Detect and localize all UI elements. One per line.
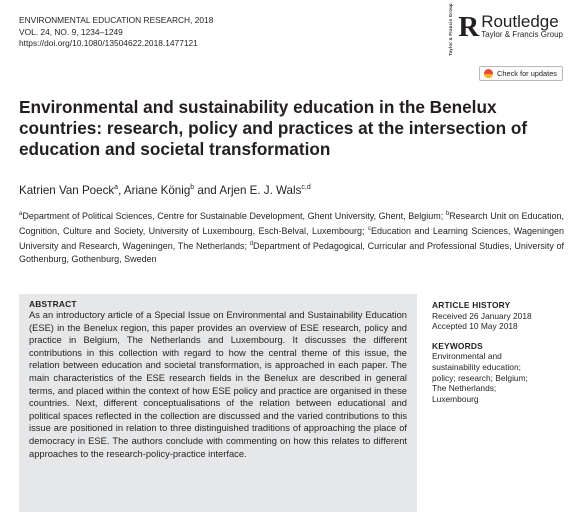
abstract-text: As an introductory article of a Special Issue on Environmental and Sustainability Education (ESE) in the Benelux region, this paper provides an overview of ESE research, policy and practice in Belgium, The Netherlands and Luxembourg. It discusses the different contributions in this collection with regard to how the central theme of this issue, the relation between education and societal transformation, is approached in each paper. The main characteristics of the ESE research fields in the Benelux are described in general terms, and placed within the context of how ESE policy and practice are organised in these countries. Next, different conceptualisations of the relation between educational and political spaces reflected in the collection are discussed and the varied contributions to this issue are positioned in relation to three distinguished traditions of approaching the place of democracy in ESE. The authors conclude with commenting on how this relates to different approaches to the research-policy-practice interface. <box>29 310 407 459</box>
accepted-date: Accepted 10 May 2018 <box>432 321 518 332</box>
journal-name: ENVIRONMENTAL EDUCATION RESEARCH, 2018 <box>19 15 214 25</box>
author-list <box>19 181 311 198</box>
abstract-heading: ABSTRACT <box>29 299 77 309</box>
affiliation-mark: a <box>19 211 23 217</box>
abstract-box <box>19 294 417 512</box>
side-mark-text: Taylor & Francis Group <box>447 2 453 56</box>
affiliation-mark: d <box>249 241 253 247</box>
article-sidebar <box>432 300 566 404</box>
affiliation-text: Education and Learning Sciences, Wageningen University and Research, Wageningen, The Netherlands; <box>19 226 564 251</box>
affiliation-mark: b <box>445 211 450 217</box>
author-name[interactable]: Ariane König <box>123 183 191 197</box>
author-affiliation-mark: c,d <box>301 184 311 191</box>
author-affiliation-mark: b <box>190 184 195 191</box>
affiliations <box>19 208 564 266</box>
publisher-subtitle: Taylor & Francis Group <box>481 30 563 39</box>
affiliation-text: Department of Political Sciences, Centre for Sustainable Development, Ghent University, Ghent, Belgium; <box>22 211 446 221</box>
publisher-logo <box>445 2 563 56</box>
journal-volume: VOL. 24, NO. 9, 1234–1249 <box>19 26 123 37</box>
article-title: Environmental and sustainability education in the Benelux countries: research, policy and practices at the intersection of education and societal transformation <box>19 97 528 159</box>
keyword-line: Environmental and <box>432 351 502 362</box>
author-name[interactable]: Arjen E. J. Wals <box>219 183 302 197</box>
author-separator: , <box>118 183 124 197</box>
publisher-name: Routledge <box>481 12 559 31</box>
affiliation-text: Department of Pedagogical, Curricular and Professional Studies, University of Gothenburg, Gothenburg, Sweden <box>19 241 565 264</box>
publisher-text <box>481 13 563 40</box>
keyword-line: Luxembourg <box>432 393 479 404</box>
affiliation-mark: c <box>367 226 371 232</box>
journal-info <box>19 15 213 50</box>
journal-doi[interactable]: https://doi.org/10.1080/13504622.2018.1477121 <box>19 38 198 48</box>
check-for-updates-label: Check for updates <box>497 69 557 78</box>
keywords-heading: KEYWORDS <box>432 340 483 351</box>
article-history-heading: ARTICLE HISTORY <box>432 300 511 310</box>
author-separator: and <box>194 183 220 197</box>
received-date: Received 26 January 2018 <box>432 310 532 321</box>
taylor-francis-side-mark <box>445 2 455 56</box>
keyword-line: The Netherlands; <box>432 383 497 394</box>
sidebar-spacer <box>432 332 566 341</box>
keyword-line: sustainability education; <box>432 361 521 372</box>
check-for-updates-button[interactable] <box>479 66 563 81</box>
keyword-line: policy; research; Belgium; <box>432 372 528 383</box>
author-name[interactable]: Katrien Van Poeck <box>19 183 115 197</box>
routledge-r-icon: R <box>458 11 480 43</box>
crossmark-icon <box>484 69 493 78</box>
affiliation-text: Research Unit on Education, Cognition, Culture and Society, University of Luxembourg, Esch-Belval, Luxembourg; <box>19 211 564 236</box>
author-affiliation-mark: a <box>114 184 119 191</box>
